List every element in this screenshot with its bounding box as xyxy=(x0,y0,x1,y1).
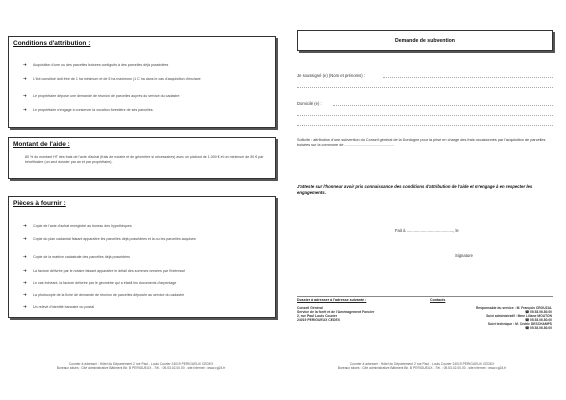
list-item: ➜ La photocopie de la fiche de demande de réunion de parcelles déposée au service du cadastre xyxy=(23,292,185,297)
contacts-title: Contacts xyxy=(430,298,446,302)
domicile-field-line3[interactable] xyxy=(297,125,553,126)
dossier-title: Dossier à adresser à l'adresse suivante : xyxy=(297,298,367,302)
list-item: ➜ Le propriétaire dépose une demande de réunion de parcelles auprès du service du cadastre xyxy=(23,93,180,98)
contact-line: ☎ 05.53.06.80.00 xyxy=(524,318,552,322)
list-item: ➜ Copie de la matrice cadastrale des parcelles déjà possédées xyxy=(23,254,130,259)
domicile-label: Domicilé (e) : xyxy=(297,101,322,106)
conditions-title: Conditions d'attribution : xyxy=(13,40,91,47)
montant-title: Montant de l'aide : xyxy=(13,141,70,148)
arrow-bullet-icon: ➜ xyxy=(23,62,27,67)
list-item: ➜ Copie du plan cadastral faisant apparaître les parcelles déjà possédées et la ou les parcelles acquises xyxy=(23,236,196,241)
soussigne-label: Je soussigné (e) (Nom et prénoms) : xyxy=(297,73,365,78)
address-line: Service de la forêt et de l'Aménagement Foncier xyxy=(297,310,375,314)
conditions-section xyxy=(8,36,276,128)
arrow-bullet-icon: ➜ xyxy=(23,107,27,112)
soussigne-field-line2[interactable] xyxy=(297,87,553,88)
contact-line: ☎ 05.53.06.80.00 xyxy=(524,310,552,314)
list-item: ➜ L'îlot constitué doit être de 1 ha minimum et de 5 ha maximum (1 C ha dans le cas d'acquisition d'enclave xyxy=(23,76,201,81)
list-item: ➜ Acquisition d'une ou des parcelles boisées contiguës à des parcelles déjà possédées xyxy=(23,62,169,67)
domicile-field[interactable] xyxy=(333,105,553,106)
list-item: ➜ La facture délivrée par le notaire faisant apparaître le détail des sommes versées par l'intéressé xyxy=(23,268,186,273)
demande-title: Demande de subvention xyxy=(395,38,455,44)
arrow-bullet-icon: ➜ xyxy=(23,304,27,309)
pieces-section xyxy=(8,196,276,318)
arrow-bullet-icon: ➜ xyxy=(23,76,27,81)
arrow-bullet-icon: ➜ xyxy=(23,268,27,273)
arrow-bullet-icon: ➜ xyxy=(23,93,27,98)
signature-label: Signature xyxy=(455,253,473,258)
demande-title-box xyxy=(297,30,553,51)
contact-line: Responsable du service : M. François CROUZAL xyxy=(475,306,552,310)
arrow-bullet-icon: ➜ xyxy=(23,280,27,285)
fait-a-field[interactable]: Fait à ........................................, le xyxy=(395,228,459,233)
right-page xyxy=(283,0,566,400)
divider xyxy=(297,296,553,297)
arrow-bullet-icon: ➜ xyxy=(23,236,27,241)
contact-line: Suivi administratif : Mme Liliane MOUTON xyxy=(486,314,552,318)
contact-line: ☎ 05.53.06.80.00 xyxy=(524,326,552,330)
domicile-field-line2[interactable] xyxy=(297,115,553,116)
footer-left: Courrier à adresser : Hôtel du Département 2 rue Paul - Louis Courier 24019 PERIGUEUX CEDEX Bureaux situés : Cité administrative Bâtiment Bir. B PERIGUEUX - Tél. : 05.53.02.00.00 - site internet : www.cg24.fr xyxy=(56,362,226,371)
arrow-bullet-icon: ➜ xyxy=(23,292,27,297)
arrow-bullet-icon: ➜ xyxy=(23,254,27,259)
soussigne-field[interactable] xyxy=(383,77,553,78)
address-line: 2, rue Paul Louis Courier xyxy=(297,314,338,318)
footer-right: Courrier à adresser : Hôtel du Département 2 rue Paul - Louis Courier 24019 PERIGUEUX CEDEX Bureaux situés : Cité administrative Bâtiment Bir. B PERIGUEUX - Tél. : 05.53.02.00.00 - site internet : www.cg24.fr xyxy=(337,362,507,371)
attestation-text: J'atteste sur l'honneur avoir pris connaissance des conditions d'attribution de l'aide et m'engage à en respecter les engagements. xyxy=(297,184,533,195)
arrow-bullet-icon: ➜ xyxy=(23,223,27,228)
list-item: ➜ Copie de l'acte d'achat enregistré au bureau des hypothèques xyxy=(23,223,132,228)
list-item: ➜ Un relevé d'identité bancaire ou postal xyxy=(23,304,95,309)
montant-text: 80 % du montant HT des frais de l'acte d'achat (frais de notaire et de géomètre si nécessaires) avec un plafond de 1.000 € et un minimum de 50 € par bénéficiaire (un seul dossier par an et par propriétaire). xyxy=(25,155,264,164)
address-line: 24019 PERIGUEUX CEDEX xyxy=(297,318,340,322)
list-item: ➜ Le propriétaire s'engage à conserver la vocation forestière de ses parcelles. xyxy=(23,107,154,112)
sollicite-text: Sollicite : attribution d'une subvention du Conseil général de la Dordogne pour la prise en charge des frais occasionnés par l'acquisition de parcelles boisées sur la commune de ............................................... xyxy=(297,138,546,147)
contact-line: Suivi technique : M. Cédric DESCHAMPS xyxy=(487,322,552,326)
address-line: Conseil Général xyxy=(297,306,323,310)
pieces-title: Pièces à fournir : xyxy=(13,200,66,207)
list-item: ➜ Le cas échéant, la facture délivrée par le géomètre qui a établi les documents d'arpentage xyxy=(23,280,177,285)
montant-section xyxy=(8,137,276,179)
